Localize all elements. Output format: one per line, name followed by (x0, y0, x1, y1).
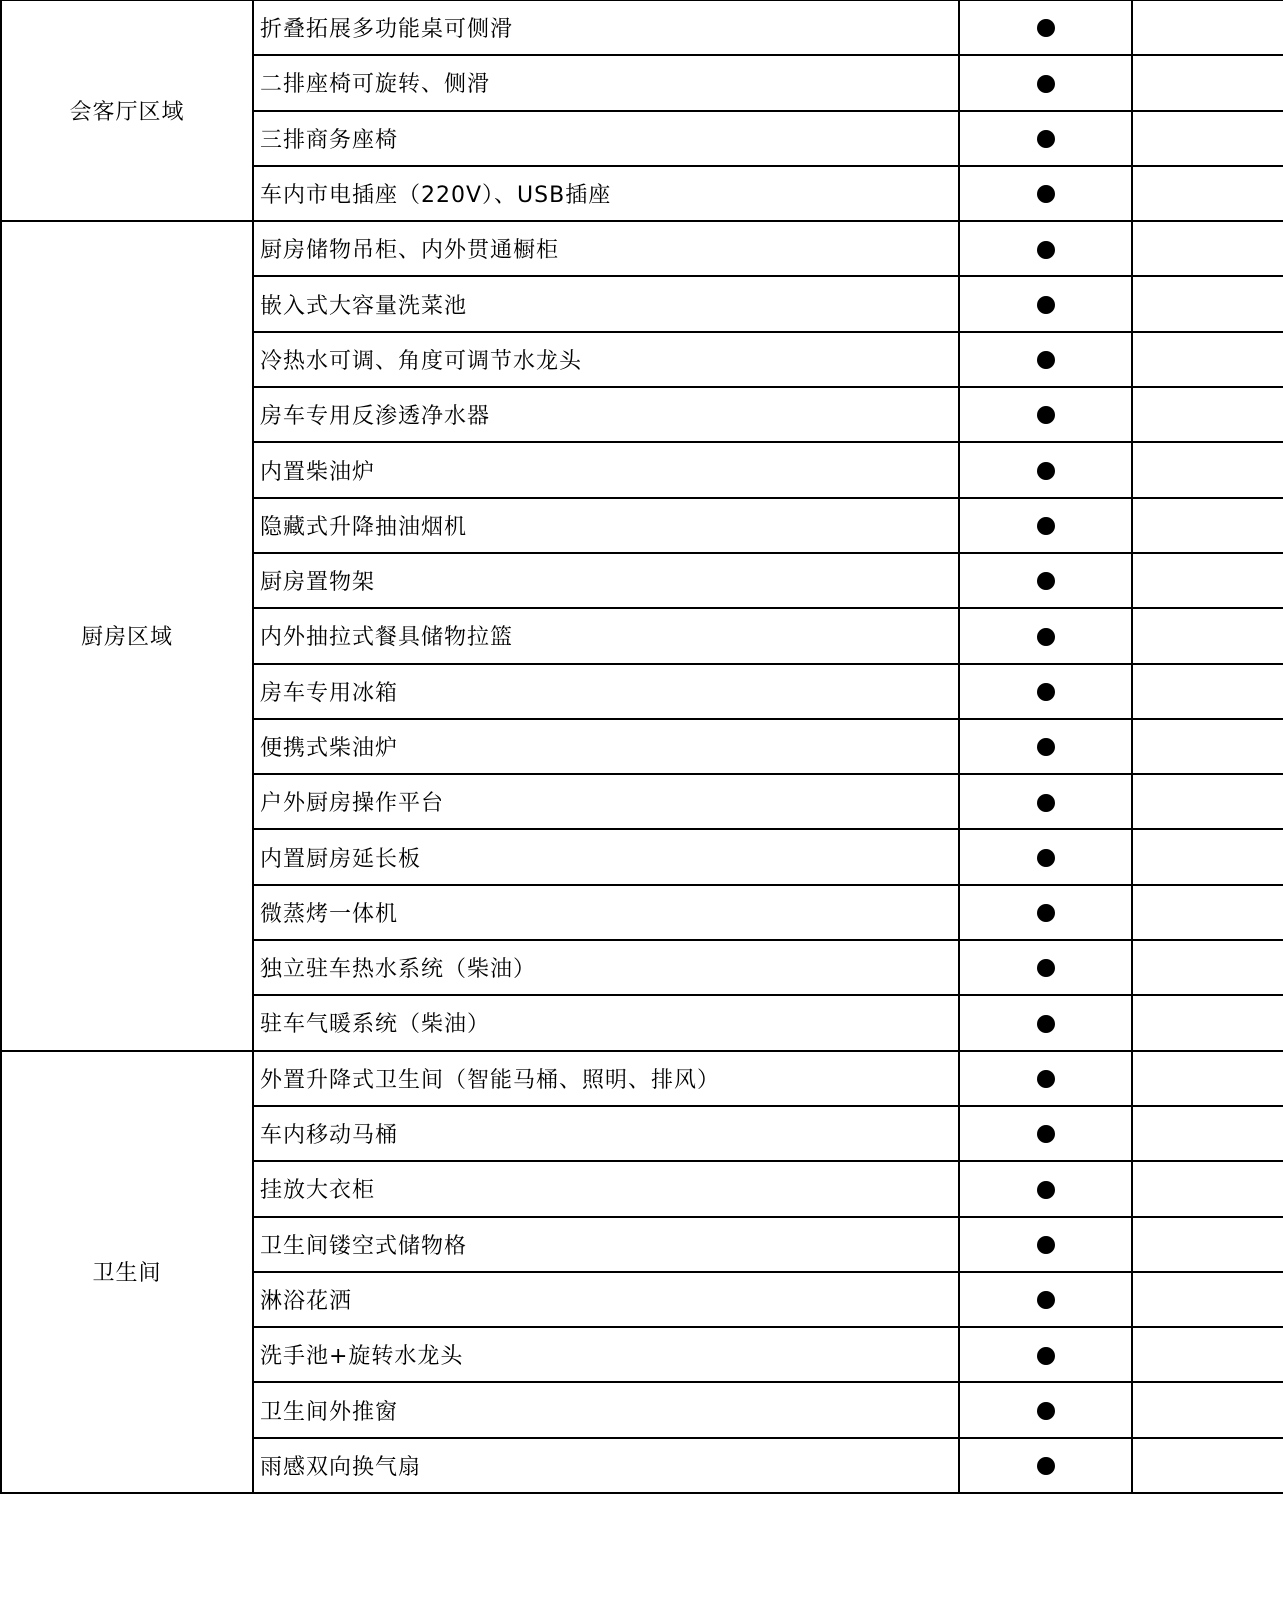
feature-name: 内外抽拉式餐具储物拉篮 (253, 608, 959, 663)
optional-cell (1132, 719, 1283, 774)
filled-circle-icon (1037, 794, 1055, 812)
standard-cell (959, 55, 1132, 110)
feature-name: 雨感双向换气扇 (253, 1438, 959, 1493)
feature-name: 车内移动马桶 (253, 1106, 959, 1161)
feature-name: 内置柴油炉 (253, 442, 959, 497)
optional-cell (1132, 995, 1283, 1050)
filled-circle-icon (1037, 351, 1055, 369)
feature-name: 厨房储物吊柜、内外贯通橱柜 (253, 221, 959, 276)
feature-name: 外置升降式卫生间（智能马桶、照明、排风） (253, 1051, 959, 1106)
feature-name: 车内市电插座（220V）、USB插座 (253, 166, 959, 221)
filled-circle-icon (1037, 75, 1055, 93)
spec-table-body (1, 0, 1283, 1493)
feature-name: 便携式柴油炉 (253, 719, 959, 774)
feature-name: 房车专用冰箱 (253, 664, 959, 719)
optional-cell (1132, 111, 1283, 166)
feature-name: 卫生间镂空式储物格 (253, 1217, 959, 1272)
feature-name: 隐藏式升降抽油烟机 (253, 498, 959, 553)
feature-name: 内置厨房延长板 (253, 829, 959, 884)
optional-cell (1132, 332, 1283, 387)
standard-cell (959, 995, 1132, 1050)
optional-cell (1132, 0, 1283, 55)
filled-circle-icon (1037, 130, 1055, 148)
optional-cell (1132, 1438, 1283, 1493)
optional-cell (1132, 166, 1283, 221)
standard-cell (959, 829, 1132, 884)
standard-cell (959, 1327, 1132, 1382)
filled-circle-icon (1037, 628, 1055, 646)
feature-name: 折叠拓展多功能桌可侧滑 (253, 0, 959, 55)
standard-cell (959, 498, 1132, 553)
feature-name: 驻车气暖系统（柴油） (253, 995, 959, 1050)
standard-cell (959, 1382, 1132, 1437)
filled-circle-icon (1037, 959, 1055, 977)
standard-cell (959, 940, 1132, 995)
standard-cell (959, 276, 1132, 331)
optional-cell (1132, 1272, 1283, 1327)
optional-cell (1132, 498, 1283, 553)
feature-name: 户外厨房操作平台 (253, 774, 959, 829)
optional-cell (1132, 1327, 1283, 1382)
standard-cell (959, 0, 1132, 55)
filled-circle-icon (1037, 185, 1055, 203)
standard-cell (959, 1438, 1132, 1493)
area-label: 会客厅区域 (1, 0, 253, 221)
feature-name: 淋浴花洒 (253, 1272, 959, 1327)
optional-cell (1132, 1106, 1283, 1161)
filled-circle-icon (1037, 462, 1055, 480)
standard-cell (959, 774, 1132, 829)
filled-circle-icon (1037, 1291, 1055, 1309)
filled-circle-icon (1037, 406, 1055, 424)
standard-cell (959, 1272, 1132, 1327)
standard-cell (959, 111, 1132, 166)
filled-circle-icon (1037, 738, 1055, 756)
optional-cell (1132, 940, 1283, 995)
optional-cell (1132, 608, 1283, 663)
filled-circle-icon (1037, 1402, 1055, 1420)
filled-circle-icon (1037, 849, 1055, 867)
standard-cell (959, 719, 1132, 774)
feature-name: 三排商务座椅 (253, 111, 959, 166)
table-row (1, 221, 1283, 276)
filled-circle-icon (1037, 1457, 1055, 1475)
feature-name: 冷热水可调、角度可调节水龙头 (253, 332, 959, 387)
optional-cell (1132, 276, 1283, 331)
optional-cell (1132, 774, 1283, 829)
optional-cell (1132, 1051, 1283, 1106)
standard-cell (959, 1051, 1132, 1106)
filled-circle-icon (1037, 904, 1055, 922)
standard-cell (959, 166, 1132, 221)
standard-cell (959, 332, 1132, 387)
feature-name: 挂放大衣柜 (253, 1161, 959, 1216)
standard-cell (959, 885, 1132, 940)
optional-cell (1132, 1217, 1283, 1272)
standard-cell (959, 1106, 1132, 1161)
feature-name: 房车专用反渗透净水器 (253, 387, 959, 442)
optional-cell (1132, 885, 1283, 940)
optional-cell (1132, 1382, 1283, 1437)
filled-circle-icon (1037, 1070, 1055, 1088)
standard-cell (959, 664, 1132, 719)
standard-cell (959, 1161, 1132, 1216)
standard-cell (959, 387, 1132, 442)
filled-circle-icon (1037, 1236, 1055, 1254)
filled-circle-icon (1037, 572, 1055, 590)
feature-name: 独立驻车热水系统（柴油） (253, 940, 959, 995)
feature-name: 嵌入式大容量洗菜池 (253, 276, 959, 331)
area-label: 厨房区域 (1, 221, 253, 1050)
standard-cell (959, 221, 1132, 276)
optional-cell (1132, 1161, 1283, 1216)
filled-circle-icon (1037, 517, 1055, 535)
filled-circle-icon (1037, 241, 1055, 259)
standard-cell (959, 1217, 1132, 1272)
standard-cell (959, 608, 1132, 663)
optional-cell (1132, 55, 1283, 110)
optional-cell (1132, 442, 1283, 497)
feature-name: 厨房置物架 (253, 553, 959, 608)
optional-cell (1132, 387, 1283, 442)
optional-cell (1132, 553, 1283, 608)
filled-circle-icon (1037, 1181, 1055, 1199)
optional-cell (1132, 829, 1283, 884)
filled-circle-icon (1037, 683, 1055, 701)
filled-circle-icon (1037, 1347, 1055, 1365)
optional-cell (1132, 664, 1283, 719)
feature-name: 二排座椅可旋转、侧滑 (253, 55, 959, 110)
area-label: 卫生间 (1, 1051, 253, 1493)
optional-cell (1132, 221, 1283, 276)
feature-name: 微蒸烤一体机 (253, 885, 959, 940)
filled-circle-icon (1037, 296, 1055, 314)
filled-circle-icon (1037, 1015, 1055, 1033)
standard-cell (959, 442, 1132, 497)
filled-circle-icon (1037, 19, 1055, 37)
feature-name: 洗手池+旋转水龙头 (253, 1327, 959, 1382)
table-row (1, 1051, 1283, 1106)
filled-circle-icon (1037, 1125, 1055, 1143)
standard-cell (959, 553, 1132, 608)
table-row (1, 0, 1283, 55)
feature-name: 卫生间外推窗 (253, 1382, 959, 1437)
